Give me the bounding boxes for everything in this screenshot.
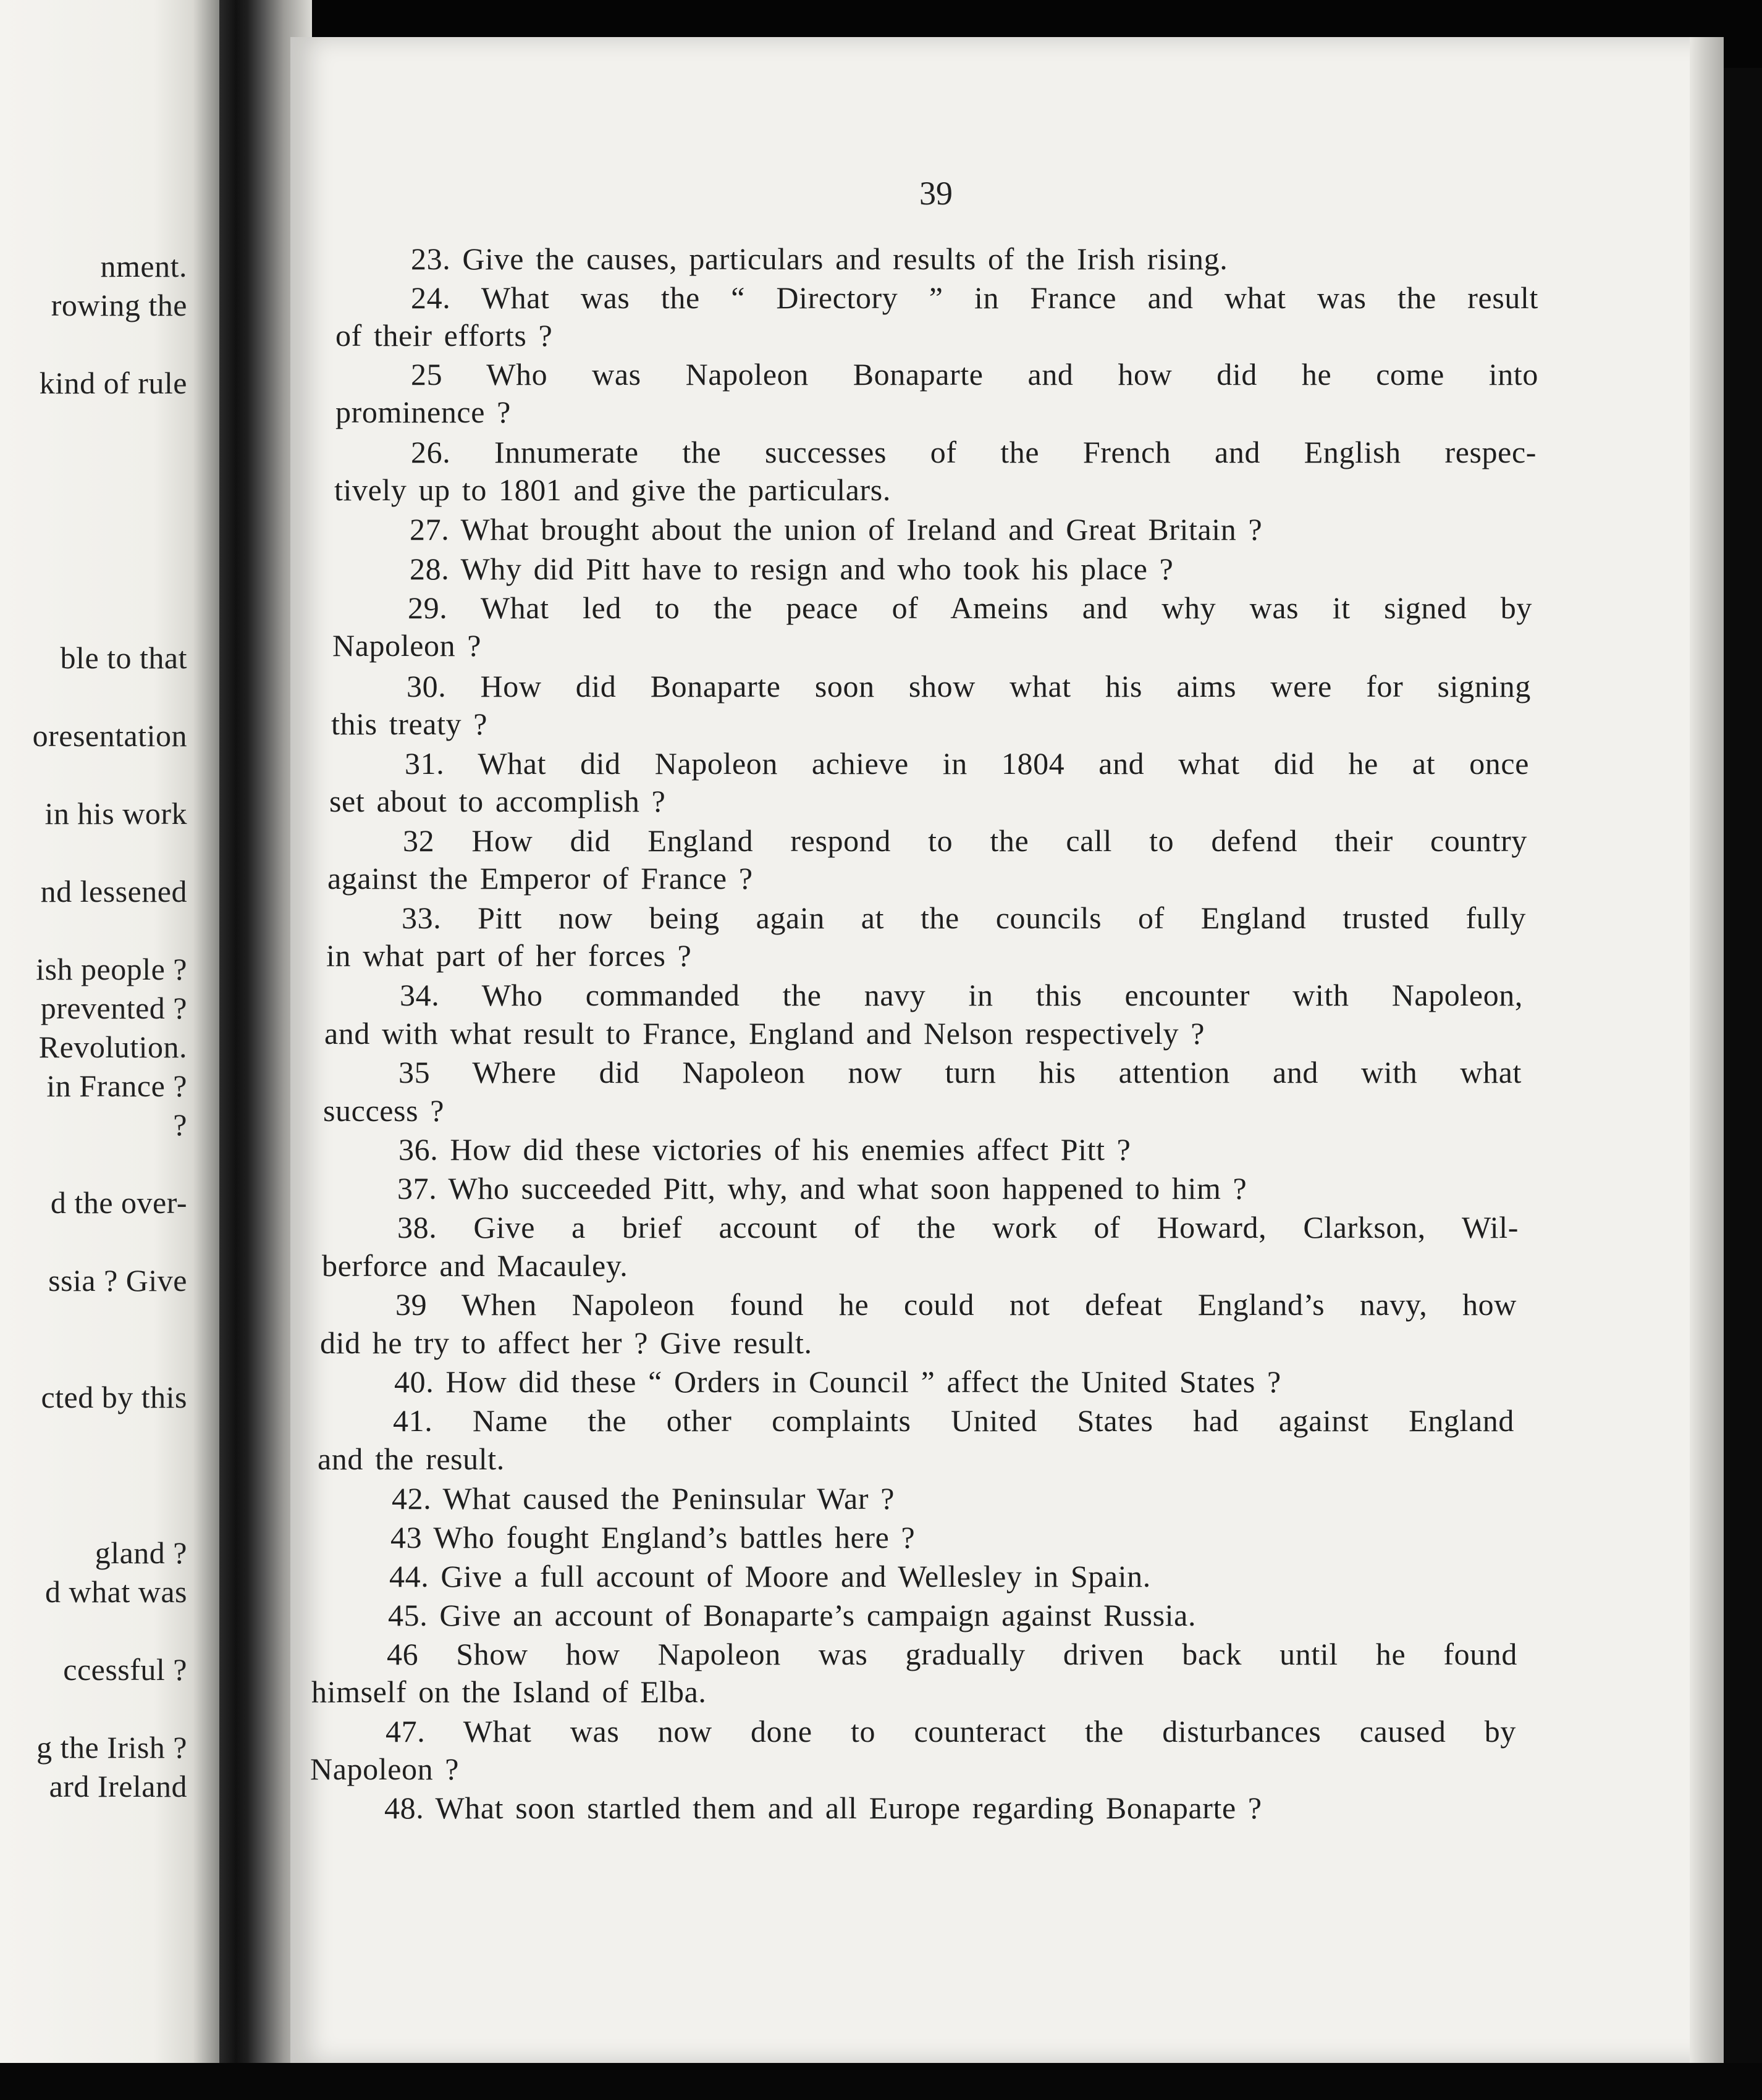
question-line: in what part of her forces ? <box>326 938 692 973</box>
question-line: 33. Pitt now being again at the councils of England trusted fully <box>402 901 1526 935</box>
question-line: 39 When Napoleon found he could not defeat England’s navy, how <box>395 1287 1517 1322</box>
question-line: 43 Who fought England’s battles here ? <box>390 1520 916 1555</box>
question-line: 31. What did Napoleon achieve in 1804 and what did he at once <box>405 746 1529 781</box>
left-page-line: ccessful ? <box>63 1652 187 1687</box>
question-line: 46 Show how Napoleon was gradually driven back until he found <box>387 1637 1517 1671</box>
left-page-line: oresentation <box>32 718 187 753</box>
left-page-line: gland ? <box>95 1535 187 1570</box>
left-page-line: ble to that <box>60 640 187 675</box>
question-line: 41. Name the other complaints United States had against England <box>393 1403 1514 1438</box>
question-line: of their efforts ? <box>335 318 553 353</box>
question-line: 28. Why did Pitt have to resign and who took his place ? <box>410 552 1174 586</box>
question-line: berforce and Macauley. <box>322 1248 628 1283</box>
question-line: and the result. <box>318 1442 505 1476</box>
facing-page-left <box>0 0 219 2063</box>
question-line: 48. What soon startled them and all Europe regarding Bonaparte ? <box>384 1791 1262 1825</box>
question-line: success ? <box>323 1093 445 1128</box>
page-stack-edge <box>1690 37 1724 2063</box>
left-page-line: nment. <box>100 249 187 284</box>
left-page-line: cted by this <box>41 1380 187 1414</box>
question-line: 29. What led to the peace of Ameins and why was it signed by <box>408 590 1532 625</box>
question-line: 32 How did England respond to the call to defend their country <box>403 823 1527 858</box>
question-line: against the Emperor of France ? <box>327 861 753 896</box>
question-line: and with what result to France, England and Nelson respectively ? <box>324 1016 1205 1051</box>
question-line: 30. How did Bonaparte soon show what his aims were for signing <box>407 669 1531 704</box>
question-line: 40. How did these “ Orders in Council ” affect the United States ? <box>394 1364 1281 1399</box>
question-line: set about to accomplish ? <box>329 784 666 818</box>
scan-bottom-edge <box>0 2063 1762 2100</box>
question-line: 27. What brought about the union of Ireland and Great Britain ? <box>410 512 1263 547</box>
question-line: 44. Give a full account of Moore and Wellesley in Spain. <box>389 1559 1151 1594</box>
left-page-line: ? <box>173 1107 187 1142</box>
left-page-line: d what was <box>45 1574 187 1609</box>
question-line: 26. Innumerate the successes of the French and English respec- <box>411 435 1536 469</box>
page-number: 39 <box>919 175 953 212</box>
left-page-line: in his work <box>44 796 187 831</box>
question-line: 23. Give the causes, particulars and results of the Irish rising. <box>411 242 1228 276</box>
question-line: 42. What caused the Peninsular War ? <box>392 1481 895 1516</box>
question-line: 38. Give a brief account of the work of Howard, Clarkson, Wil- <box>397 1210 1519 1245</box>
question-line: 34. Who commanded the navy in this encounter with Napoleon, <box>400 978 1523 1012</box>
left-page-line: ssia ? Give <box>48 1263 187 1298</box>
question-line: 36. How did these victories of his enemies affect Pitt ? <box>398 1132 1131 1167</box>
left-page-line: nd lessened <box>40 874 187 909</box>
question-line: tively up to 1801 and give the particulars. <box>334 472 891 507</box>
question-line: himself on the Island of Elba. <box>311 1674 707 1709</box>
question-line: Napoleon ? <box>332 628 482 663</box>
left-page-line: rowing the <box>51 288 187 322</box>
left-page-line: in France ? <box>46 1069 187 1103</box>
left-page-line: kind of rule <box>39 366 187 400</box>
question-line: this treaty ? <box>331 707 488 741</box>
question-line: 24. What was the “ Directory ” in France and what was the result <box>411 280 1538 315</box>
left-page-line: d the over- <box>50 1185 187 1220</box>
left-page-line: g the Irish ? <box>36 1730 187 1765</box>
question-line: 47. What was now done to counteract the disturbances caused by <box>386 1714 1516 1749</box>
question-line: 45. Give an account of Bonaparte’s campaign against Russia. <box>388 1598 1197 1632</box>
question-line: Napoleon ? <box>310 1752 460 1786</box>
question-line: 25 Who was Napoleon Bonaparte and how did he come into <box>411 357 1538 392</box>
left-page-line: ard Ireland <box>49 1769 187 1804</box>
left-page-line: prevented ? <box>40 991 187 1025</box>
question-line: did he try to affect her ? Give result. <box>320 1325 812 1360</box>
left-page-line: ish people ? <box>36 952 187 986</box>
question-line: 35 Where did Napoleon now turn his attention and with what <box>398 1055 1522 1090</box>
question-line: 37. Who succeeded Pitt, why, and what soon happened to him ? <box>397 1171 1247 1206</box>
question-line: prominence ? <box>335 395 511 429</box>
left-page-line: Revolution. <box>38 1030 187 1064</box>
